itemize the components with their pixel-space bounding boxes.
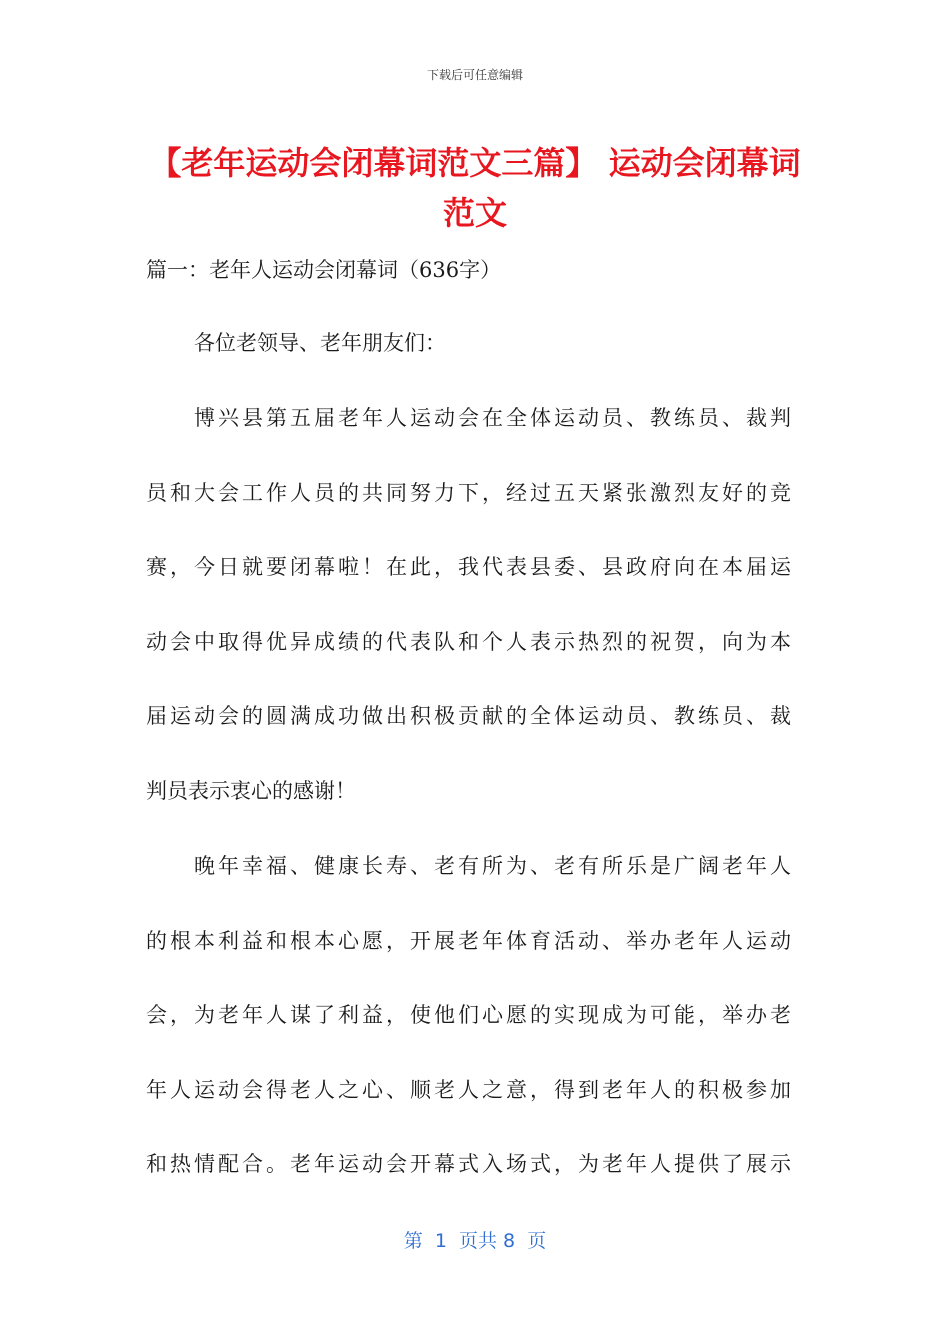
paragraph-line: 动会中取得优异成绩的代表队和个人表示热烈的祝贺，向为本	[146, 629, 791, 654]
paragraph-2	[146, 829, 791, 1202]
paragraph-line: 届运动会的圆满成功做出积极贡献的全体运动员、教练员、裁	[146, 704, 791, 729]
page-number-footer: 第 1 页共 8 页	[403, 1230, 547, 1252]
paragraph-line: 员和大会工作人员的共同努力下，经过五天紧张激烈友好的竞	[146, 480, 791, 505]
paragraph-line: 赛，今日就要闭幕啦！在此，我代表县委、县政府向在本届运	[146, 555, 791, 580]
paragraph-line: 晚年幸福、健康长寿、老有所为、老有所乐是广阔老年人	[194, 854, 791, 878]
paragraph-line: 会，为老年人谋了利益，使他们心愿的实现成为可能，举办老	[146, 1003, 791, 1028]
salutation: 各位老领导、老年朋友们：	[194, 331, 446, 355]
paragraph-line: 的根本利益和根本心愿，开展老年体育活动、举办老年人运动	[146, 928, 791, 953]
paragraph-line: 判员表示衷心的感谢！	[146, 778, 356, 803]
section-heading: 篇一：老年人运动会闭幕词（636字）	[146, 258, 502, 282]
page-header-note: 下载后可任意编辑	[426, 68, 523, 82]
paragraph-line: 和热情配合。老年运动会开幕式入场式，为老年人提供了展示	[146, 1152, 791, 1177]
paragraph-line: 年人运动会得老人之心、顺老人之意，得到老年人的积极参加	[146, 1077, 791, 1102]
paragraph-line: 博兴县第五届老年人运动会在全体运动员、教练员、裁判	[194, 406, 791, 430]
document-title: 【老年运动会闭幕词范文三篇】 运动会闭幕词范文	[149, 144, 801, 232]
paragraph-1	[146, 381, 791, 829]
